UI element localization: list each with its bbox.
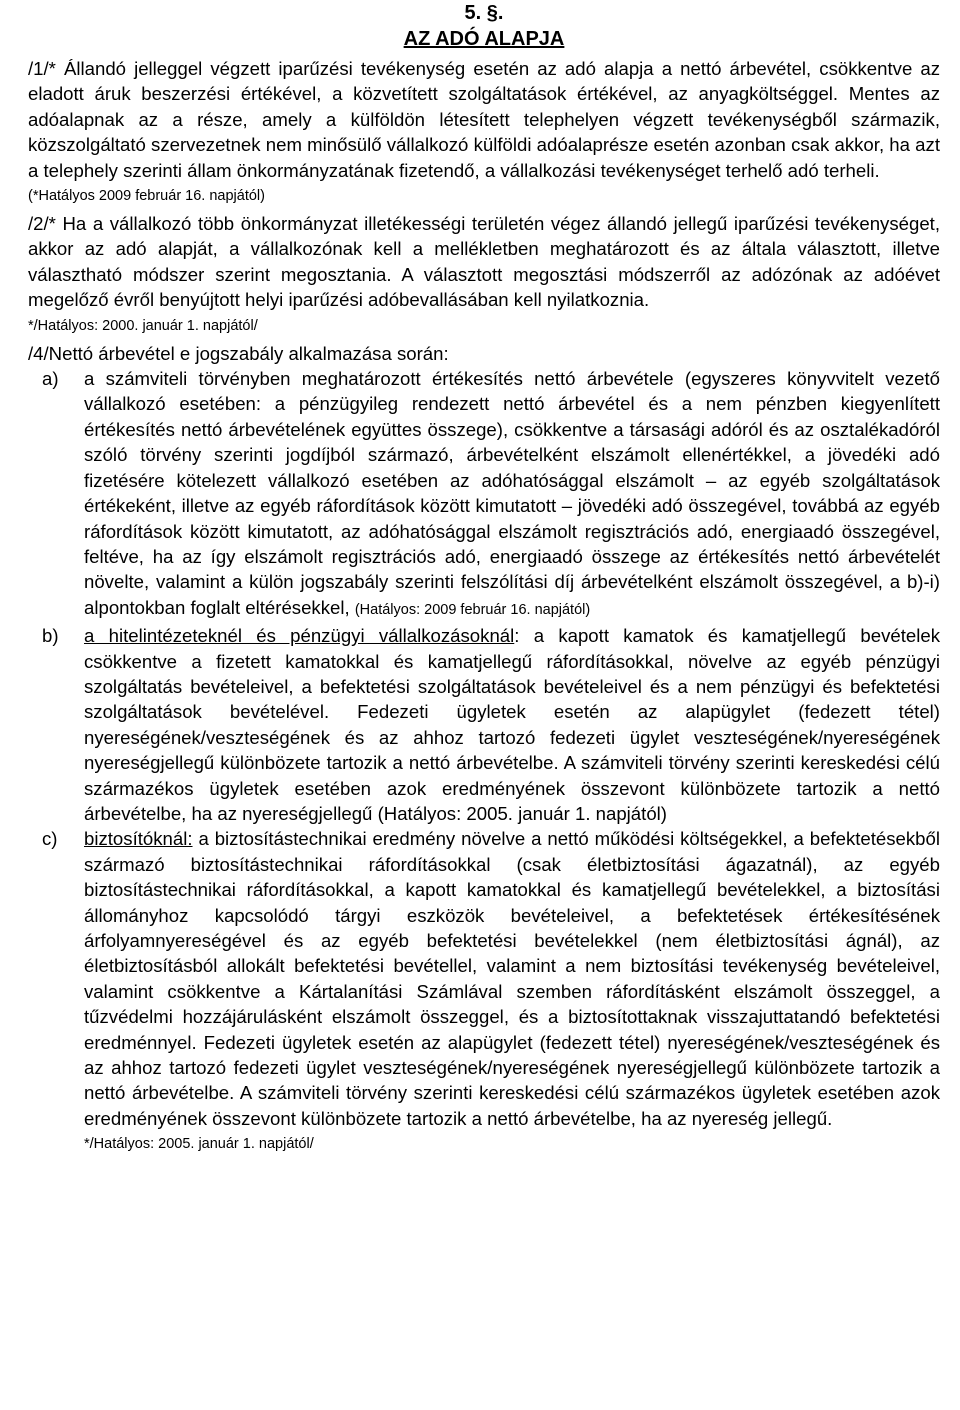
list-item-label: c) xyxy=(42,828,58,850)
list-item-title: a hitelintézeteknél és pénzügyi vállalkozásoknál xyxy=(84,625,515,647)
section-heading xyxy=(28,0,940,52)
section-number: 5. §. xyxy=(464,2,504,24)
list-item-title: biztosítóknál: xyxy=(84,828,193,850)
paragraph-4-intro: /4/Nettó árbevétel e jogszabály alkalmazása során: xyxy=(28,342,449,364)
list-item-c-effective-date: */Hatályos: 2005. január 1. napjától/ xyxy=(84,1136,314,1153)
list-item-text: a biztosítástechnikai eredmény növelve a nettó működési költségekkel, a befektetésekből származó biztosítástechnikai ráfordításokkal (csak életbiztosítási ágazatnál), az egyéb biztosítástechnikai ráfordításokkal, a kapott kamatokkal és kamatjellegű bevételekkel, a biztosítási állományhoz kapcsolódó tárgyi eszközök bevételeivel, a befektetések értékesítésének árfolyamnyereségével és az egyéb befektetési bevételekkel (nem életbiztosítási ágnál), az életbiztosításból allokált befektetési bevétellel, valamint a nem biztosítási tevékenység bevételeivel, valamint csökkentve a Kártalanítási Számlával szemben ráfordításként elszámolt összeggel, a tűzvédelmi hozzájárulásként elszámolt összeggel, és a biztosítottaknak visszajuttatandó befektetési eredménnyel. Fedezeti ügyletek esetén az alapügylet (fedezett tétel) nyereségének/veszteségének és az ahhoz tartozó fedezeti ügylet veszteségének/nyereségének nyereségjellegű különbözete tartozik a nettó árbevételbe. A számviteli törvény szerinti kereskedési célú származékos ügyletek esetében azok eredményének összevont különbözete tartozik a nettó árbevételbe, ha az nyereség jellegű. xyxy=(84,828,940,1129)
list-item-label: b) xyxy=(42,625,59,647)
list-item-a xyxy=(42,366,940,623)
list-item-note: (Hatályos: 2009 február 16. napjától) xyxy=(354,601,591,618)
section-title: AZ ADÓ ALAPJA xyxy=(403,28,565,50)
list-item-text: a számviteli törvényben meghatározott értékesítés nettó árbevétele (egyszeres könyvvitelt vezető vállalkozó esetében: a pénzügyileg rendezett nettó árbevétel és a nem pénzben kiegyenlített értékesítés nettó árbevételének együttes összege), csökkentve a társasági adóról és az osztalékadóról szóló törvény szerinti jogdíjból származó, árbevételként elszámolt ellenértékkel, a jövedéki adó fizetésére kötelezett vállalkozó esetében az adóhatósággal elszámolt – az egyéb szolgáltatások értékeként, illetve az egyéb ráfordítások között kimutatott – jövedéki adó összegével, továbbá az egyéb ráfordítások között kimutatott, az adóhatósággal elszámolt regisztrációs adó, energiaadó összegével, feltéve, ha az így elszámolt regisztrációs adó, energiaadó összege az értékesítés nettó árbevételét növelte, valamint a külön jogszabály szerinti felszólítási díj árbevételként elszámolt összegével, a b)-i) alpontokban foglalt eltérésekkel, xyxy=(84,368,940,618)
paragraph-2-effective-date: */Hatályos: 2000. január 1. napjától/ xyxy=(28,317,258,334)
list-item-label: a) xyxy=(42,368,59,390)
list-item-text: : a kapott kamatok és kamatjellegű bevételek csökkentve a fizetett kamatokkal és kamatjellegű ráfordításokkal, növelve az egyéb pénzügyi szolgáltatás bevételeivel, a befektetési szolgáltatások bevételeivel és a nem pénzügyi és befektetési szolgáltatások bevételével. Fedezeti ügyletek esetén az alapügylet (fedezett tétel) nyereségének/veszteségének és az ahhoz tartozó fedezeti ügylet veszteségének/nyereségének nyereségjellegű különbözete tartozik a nettó árbevételbe. A számviteli törvény szerinti kereskedési célú származékos ügyletek esetében azok eredményének összevont különbözete tartozik a nettó árbevételbe, ha az nyereségjellegű (Hatályos: 2005. január 1. napjától) xyxy=(84,625,940,824)
paragraph-2: /2/* Ha a vállalkozó több önkormányzat illetékességi területén végez állandó jellegű iparűzési tevékenységet, akkor az adó alapját, a vállalkozónak kell a mellékletben meghatározott és az általa választott, illetve választható módszer szerint megosztania. A választott megosztási módszerről az adózónak az adóévet megelőző évről benyújtott helyi iparűzési adóbevallásában kell nyilatkoznia. xyxy=(28,213,940,311)
paragraph-1: /1/* Állandó jelleggel végzett iparűzési tevékenység esetén az adó alapja a nettó árbevétel, csökkentve az eladott áruk beszerzési értékével, a közvetített szolgáltatások értékével, az anyagköltséggel. Mentes az adóalapnak az a része, amely a külföldön létesített telephelyen végzett tevékenységből származik, közszolgáltató szervezetnek nem minősülő vállalkozó külföldi adóalaprésze esetén azonban csak akkor, ha azt a telephely szerinti állam önkormányzatának fizetendő, a vállalkozási tevékenységet terhelő adó terheli. xyxy=(28,58,940,181)
list-item-b xyxy=(42,623,940,826)
paragraph-1-effective-date: (*Hatályos 2009 február 16. napjától) xyxy=(28,188,265,205)
list-item-c xyxy=(42,826,940,1131)
